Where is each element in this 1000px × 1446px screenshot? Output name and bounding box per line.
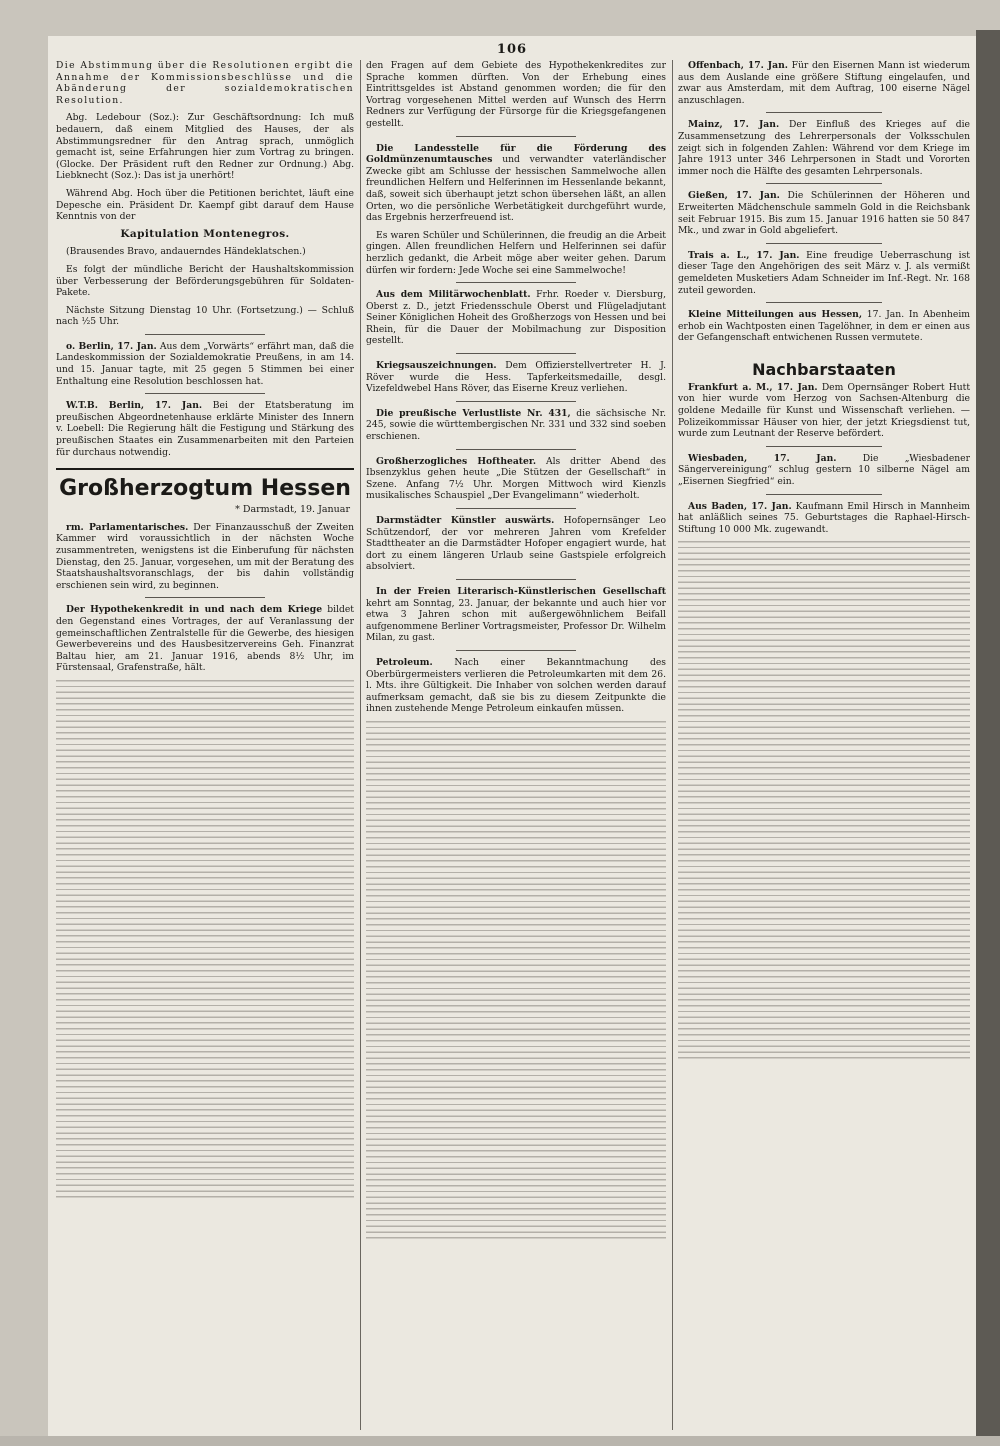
separator [456, 579, 576, 580]
separator [766, 112, 883, 113]
separator [766, 302, 883, 303]
article-lead: Der Hypothekenkredit in und nach dem Kriege [66, 604, 323, 616]
separator [766, 494, 883, 495]
paragraph-text: Frhr. Roeder v. Diersburg, Oberst z. D., jetzt Friedensschule Oberst und Flügeladjutant Seiner Königlichen Hoheit des Großherzogs von Hessen und bei Rhein, für die Dauer der Mobilmachung zur Disposition gestellt. [366, 289, 666, 347]
dateline-lead: Gießen, 17. Jan. [688, 190, 780, 202]
paragraph: Während Abg. Hoch über die Petitionen berichtet, läuft eine Depesche ein. Präsident Dr. Kaempf gibt darauf dem Hause Kenntnis von der [56, 187, 354, 223]
section-heading: Nachbarstaaten [752, 359, 896, 379]
separator [456, 401, 576, 402]
paragraph-text: die sächsische Nr. 245, sowie die württembergischen Nr. 331 und 332 sind soeben erschienen. [366, 407, 666, 443]
paragraph [678, 309, 970, 344]
text-continuation [366, 721, 666, 1241]
dateline-lead: Aus Baden, 17. Jan. [688, 500, 792, 512]
paragraph [678, 250, 970, 296]
column-right [678, 60, 970, 1430]
paragraph [678, 119, 970, 177]
column-rule [360, 60, 361, 1430]
paragraph [366, 289, 666, 347]
dateline-lead: W.T.B. Berlin, 17. Jan. [66, 400, 203, 412]
article-lead: Kleine Mitteilungen aus Hessen, [688, 309, 863, 321]
dateline-lead: Mainz, 17. Jan. [688, 119, 780, 131]
separator [456, 282, 576, 283]
paragraph [366, 586, 666, 644]
dateline-lead: o. Berlin, 17. Jan. [66, 340, 157, 352]
article-lead: rm. Parlamentarisches. [66, 521, 189, 533]
article-lead: Großherzogliches Hoftheater. [376, 455, 537, 467]
paragraph-text: Dem Opernsänger Robert Hutt von hier wurde vom Herzog von Sachsen-Altenburg die goldene Medaille für Kunst und Wissenschaft verliehen. — Polizeikommissar Häuser von hier, der jetzt Kriegsdienst tut, wurde zum Leutnant der Reserve befördert. [678, 381, 970, 440]
page-number: 106 [496, 42, 528, 57]
paragraph: Es waren Schüler und Schülerinnen, die freudig an die Arbeit gingen. Allen freundlichen Helfern und Helferinnen sei dafür herzlich gedankt, die Arbeit möge aber weiter gehen. Darum dürfen wir fordern: Jede Woche sei eine Sammelwoche! [366, 229, 666, 276]
separator [766, 243, 883, 244]
paragraph [366, 360, 666, 395]
separator [145, 597, 264, 598]
separator [456, 449, 576, 450]
dateline: * Darmstadt, 19. Januar [235, 504, 350, 516]
separator [145, 393, 264, 394]
paragraph [366, 515, 666, 573]
paragraph [678, 60, 970, 106]
paragraph-text: und verwandter vaterländischer Zwecke gibt am Schlusse der hessischen Sammelwoche allen freundlichen Helfern und Helferinnen im Hessenlande bekannt, daß, soweit sich überhaupt jetzt schon übersehen läßt, an allen Orten, wo die persönliche Werbetätigkeit durchgeführt wurde, das Ergebnis herzerfreuend ist. [366, 154, 666, 224]
paragraph: Nächste Sitzung Dienstag 10 Uhr. (Fortsetzung.) — Schluß nach ½5 Uhr. [56, 304, 354, 328]
paragraph-text: Für den Eisernen Mann ist wiederum aus dem Auslande eine größere Stiftung eingelaufen, und zwar aus Amsterdam, mit dem Auftrag, 100 eiserne Nägel anzuschlagen. [678, 60, 970, 106]
paragraph-text: Der Finanzausschuß der Zweiten Kammer wird voraussichtlich in der nächsten Woche zusammentreten, wenigstens ist die Einberufung für nächsten Dienstag, den 25. Januar, vorgesehen, um mit der Beratung des Staatshaushaltsvoranschlags, der bis dahin vollständig erschienen sein wird, zu beginnen. [56, 521, 354, 591]
paragraph [56, 522, 354, 592]
paragraph: Abg. Ledebour (Soz.): Zur Geschäftsordnung: Ich muß bedauern, daß einem Mitglied des Hauses, der als Abstimmungsredner für den Antrag sprach, unmöglich gemacht ist, seine Erfahrungen hier zum Vortrag zu bringen. (Glocke. Der Präsident ruft den Redner zur Ordnung.) Abg. Liebknecht (Soz.): Das ist ja unerhört! [56, 112, 354, 182]
paragraph-text: Nach einer Bekanntmachung des Oberbürgermeisters verlieren die Petroleumkarten mit dem 26. l. Mts. ihre Gültigkeit. Die Inhaber von solchen werden darauf aufmerksam gemacht, daß sie bis zu diesem Zeitpunkte die ihnen zustehende Menge Petroleum einkaufen müssen. [366, 656, 666, 715]
paragraph [366, 456, 666, 502]
scan-edge [0, 1436, 1000, 1446]
text-continuation [678, 541, 970, 1061]
article-lead: Die preußische Verlustliste Nr. 431, [376, 407, 571, 419]
paragraph-text: 17. Jan. In Abenheim erhob ein Wachtposten einen Tagelöhner, in dem er einen aus der Gefangenschaft entwichenen Russen vermutete. [678, 309, 970, 344]
section-heading: Großherzogtum Hessen [56, 468, 354, 502]
paragraph [56, 604, 354, 674]
subheading: Kapitulation Montenegros. [120, 227, 290, 240]
paragraph-text: bildet den Gegenstand eines Vortrages, der auf Veranlassung der gemeinschaftlichen Zentralstelle für die Gewerbe, des hiesigen Gewerbevereins und des Hausbesitzervereins Geh. Finanzrat Baltau hier, am 21. Januar 1916, abends 8½ Uhr, im Fürstensaal, Grafenstraße, hält. [56, 604, 354, 674]
separator [766, 446, 883, 447]
article-lead: Petroleum. [376, 656, 433, 668]
paragraph-text: Die Schülerinnen der Höheren und Erweiterten Mädchenschule sammeln Gold in die Reichsbank seit Februar 1915. Bis zum 15. Januar 1916 hatten sie 50 847 Mk., und zwar in Gold abgeliefert. [678, 190, 970, 237]
paragraph [678, 190, 970, 236]
paragraph-text: Als dritter Abend des Ibsenzyklus gehen heute „Die Stützen der Gesellschaft“ in Szene. Anfang 7½ Uhr. Morgen Mittwoch wird Kienzls musikalisches Schauspiel „Der Evangelimann“ wiederholt. [366, 455, 666, 502]
text-continuation [56, 680, 354, 1200]
paragraph [56, 400, 354, 458]
dateline-lead: Offenbach, 17. Jan. [688, 60, 788, 71]
paragraph-text: Kaufmann Emil Hirsch in Mannheim hat anläßlich seines 75. Geburtstages die Raphael-Hirsch-Stiftung 10 000 Mk. zugewandt. [678, 500, 970, 535]
column-rule [672, 60, 673, 1430]
article-lead: In der Freien Literarisch-Künstlerischen Gesellschaft [376, 585, 666, 597]
binding-edge [976, 30, 1000, 1446]
paragraph: Es folgt der mündliche Bericht der Haushaltskommission über Verbesserung der Beförderungsgebühren für Soldaten-Pakete. [56, 263, 354, 299]
column-middle [366, 60, 666, 1430]
paragraph-text: Dem Offizierstellvertreter H. J. Röver wurde die Hess. Tapferkeitsmedaille, desgl. Vizefeldwebel Hans Röver, das Eiserne Kreuz verliehen. [366, 360, 666, 395]
paragraph: (Brausendes Bravo, andauerndes Händeklatschen.) [66, 246, 306, 258]
article-lead: Aus dem Militärwochenblatt. [376, 289, 531, 301]
article-lead: Die Landesstelle für die Förderung des Goldmünzenumtausches [366, 142, 666, 166]
paragraph [678, 501, 970, 536]
paragraph-text: Hofopernsänger Leo Schützendorf, der vor mehreren Jahren vom Krefelder Stadttheater an die Darmstädter Hofoper engagiert wurde, hat dort zu einem längeren Urlaub seine Gastspiele erfolgreich absolviert. [366, 515, 666, 573]
separator [456, 136, 576, 137]
paragraph [366, 657, 666, 715]
paragraph-text: Bei der Etatsberatung im preußischen Abgeordnetenhause erklärte Minister des Innern v. Loebell: Die Regierung hält die Festigung und Stärkung des preußischen Staates ein Zusammenarbeiten mit den Parteien für durchaus notwendig. [56, 400, 354, 458]
dateline-lead: Wiesbaden, 17. Jan. [688, 452, 837, 464]
paragraph-text: Aus dem „Vorwärts“ erfährt man, daß die Landeskommission der Sozialdemokratie Preußens, in am 14. und 15. Januar tagte, mit 25 gegen 5 Stimmen bei einer Enthaltung eine Resolution beschlossen hat. [56, 340, 354, 387]
paragraph-text: Die „Wiesbadener Sängervereinigung“ schlug gestern 10 silberne Nägel am „Eisernen Siegfried“ ein. [678, 452, 970, 488]
newspaper-page [48, 36, 976, 1436]
separator [456, 353, 576, 354]
paragraph [366, 143, 666, 224]
separator [766, 183, 883, 184]
paragraph [366, 408, 666, 443]
separator [456, 508, 576, 509]
dateline-lead: Trais a. L., 17. Jan. [688, 249, 800, 261]
paragraph-text: Der Einfluß des Krieges auf die Zusammensetzung des Lehrerpersonals der Volksschulen zeigt sich in folgenden Zahlen: Während vor dem Kriege im Jahre 1913 unter 346 Lehrpersonen in Stadt und Vororten immer noch die Hälfte des gesamten Lehrpersonals. [678, 119, 970, 177]
paragraph-text: Eine freudige Ueberraschung ist dieser Tage den Angehörigen des seit März v. J. als vermißt gemeldeten Musketiers Adam Schneider im Inf.-Regt. Nr. 168 zuteil geworden. [678, 249, 970, 296]
paragraph: Die Abstimmung über die Resolutionen ergibt die Annahme der Kommissionsbeschlüsse und die Abänderung der sozialdemokratischen Resolution. [56, 60, 354, 106]
paragraph [678, 382, 970, 440]
paragraph-text: kehrt am Sonntag, 23. Januar, der bekannte und auch hier vor etwa 3 Jahren schon mit außergewöhnlichem Beifall aufgenommene Berliner Vortragsmeister, Professor Dr. Wilhelm Milan, zu gast. [366, 597, 666, 644]
separator [145, 334, 264, 335]
paragraph: den Fragen auf dem Gebiete des Hypothekenkredites zur Sprache kommen dürften. Von der Erhebung eines Eintrittsgeldes ist Abstand genommen worden; die für den Vortrag vorgesehenen Mittel werden auf Wunsch des Herrn Redners zur Verfügung der Fürsorge für die Kriegsgefangenen gestellt. [366, 60, 666, 129]
column-left [56, 60, 354, 1430]
article-lead: Kriegsauszeichnungen. [376, 360, 497, 372]
paragraph [56, 341, 354, 387]
paragraph [678, 453, 970, 488]
separator [456, 650, 576, 651]
dateline-lead: Frankfurt a. M., 17. Jan. [688, 381, 818, 393]
article-lead: Darmstädter Künstler auswärts. [376, 515, 555, 526]
